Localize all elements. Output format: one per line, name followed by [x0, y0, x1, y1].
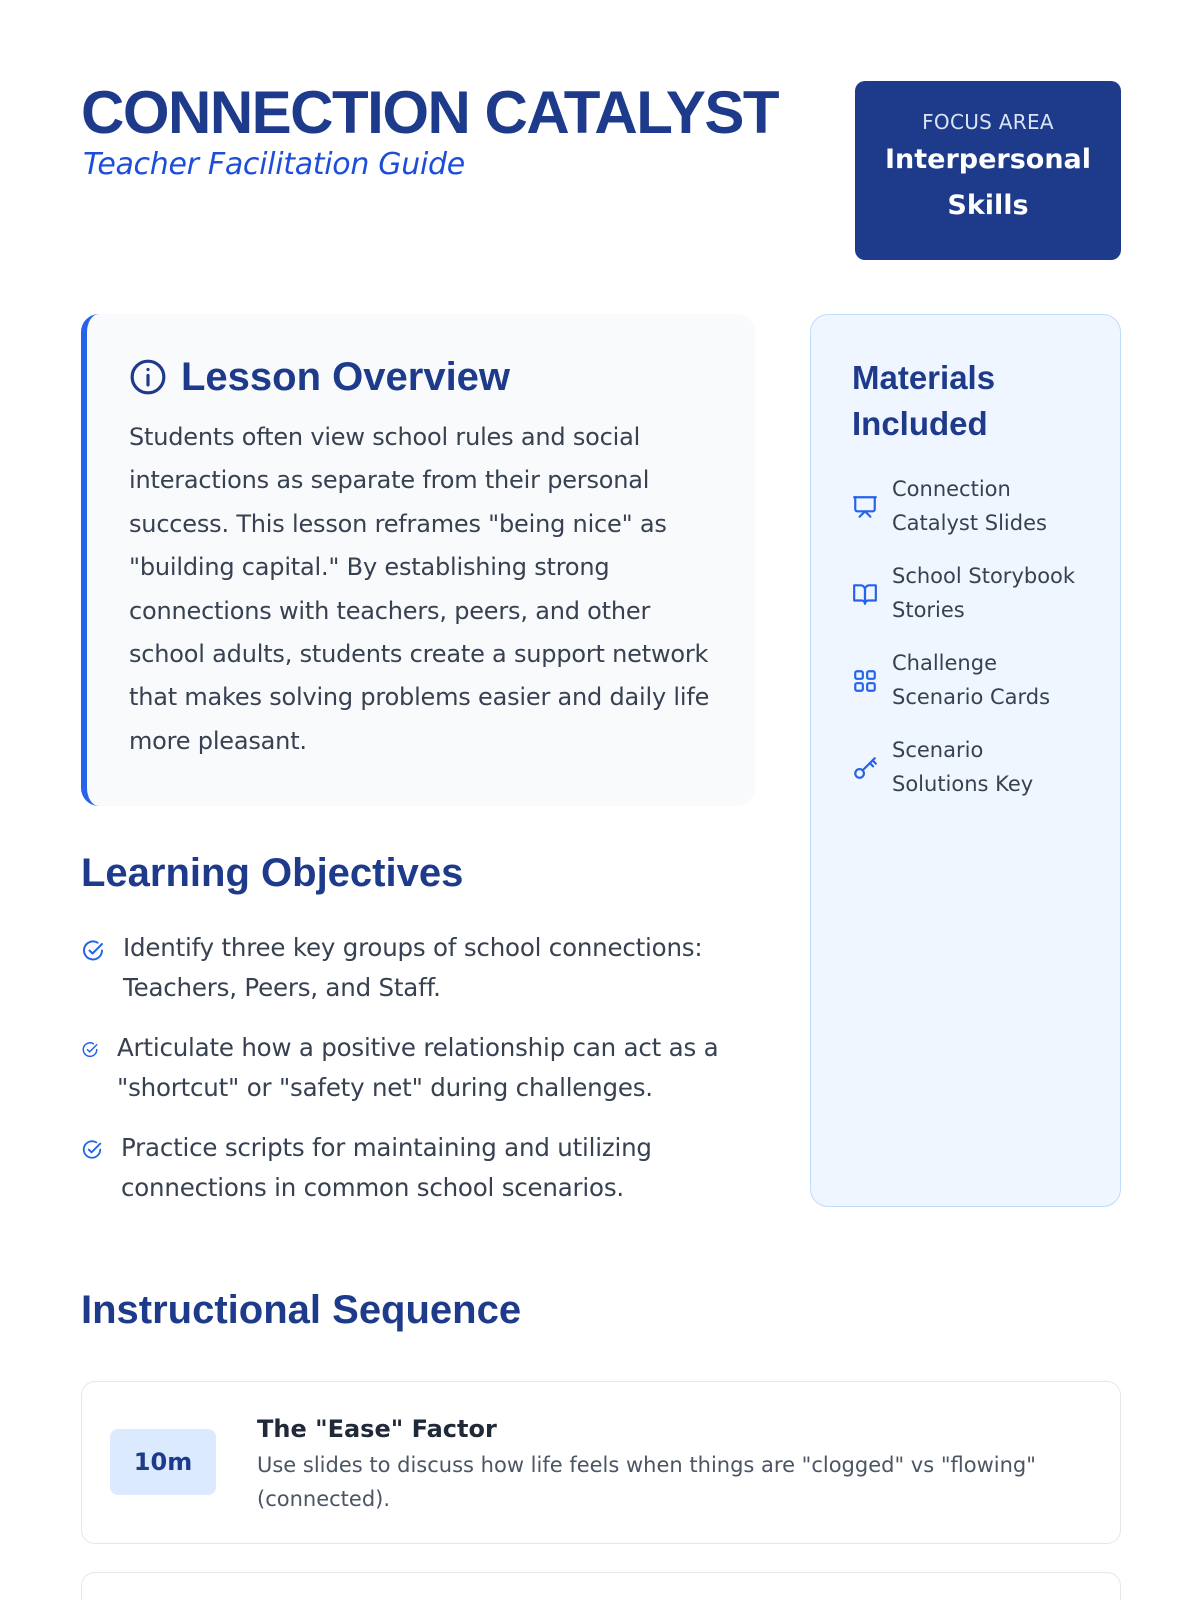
lesson-overview-heading: Lesson Overview: [181, 355, 511, 399]
objective-item: [81, 1128, 761, 1208]
instructional-sequence-heading: Instructional Sequence: [81, 1288, 522, 1332]
lesson-overview-card: [81, 314, 755, 806]
material-label-line1: Connection: [892, 477, 1011, 501]
material-label-line2: Stories: [892, 597, 965, 622]
learning-objectives-heading: Learning Objectives: [81, 851, 464, 895]
material-label-line1: Scenario: [892, 738, 984, 762]
key-icon: [852, 755, 878, 781]
materials-heading-line2: Included: [852, 405, 988, 442]
objective-item: [81, 1028, 761, 1108]
material-item-cards: [852, 647, 1100, 714]
material-label-line2: Scenario Cards: [892, 684, 1051, 709]
lesson-overview-header: [129, 352, 715, 402]
objectives-list: [81, 928, 761, 1208]
material-item-key: [852, 734, 1100, 801]
focus-area-value-line1: Interpersonal: [884, 144, 1092, 175]
step-description: Use slides to discuss how life feels when things are "clogged" vs "flowing" (connected).: [257, 1453, 1036, 1511]
book-open-icon: [852, 581, 878, 607]
instructional-sequence-section: [81, 1285, 1121, 1511]
material-label-line1: School Storybook: [892, 564, 1076, 588]
focus-area-value-line2: Skills: [947, 190, 1029, 221]
step-title: The "Ease" Factor: [257, 1415, 497, 1443]
focus-area-badge: [855, 81, 1121, 260]
page-header: [81, 80, 1121, 260]
material-label: [892, 734, 1033, 801]
focus-area-label: FOCUS AREA: [922, 110, 1054, 134]
check-circle-icon: [81, 1041, 99, 1059]
check-circle-icon: [81, 939, 105, 963]
objective-text: Practice scripts for maintaining and utilizing connections in common school scenarios.: [121, 1133, 652, 1202]
material-label-line1: Challenge: [892, 651, 997, 675]
materials-heading: [852, 355, 1100, 447]
objective-text: Articulate how a positive relationship can act as a "shortcut" or "safety net" during challenges.: [117, 1033, 719, 1102]
materials-heading-line1: Materials: [852, 359, 996, 396]
material-item-storybook: [852, 560, 1100, 627]
page-title: CONNECTION CATALYST: [81, 79, 779, 146]
step-duration-badge: 10m: [110, 1429, 216, 1495]
material-label-line2: Catalyst Slides: [892, 510, 1047, 535]
lesson-overview-text: Students often view school rules and social interactions as separate from their personal success. This lesson reframes "being nice" as "building capital." By establishing strong connections with teachers, peers, and other school adults, students create a support network that makes solving problems easier and daily life more pleasant.: [129, 423, 710, 755]
material-label: [892, 560, 1075, 627]
check-circle-icon: [81, 1139, 103, 1161]
materials-panel: [810, 314, 1121, 1207]
objective-item: [81, 928, 761, 1008]
sequence-step-card: [81, 1381, 1121, 1544]
sequence-step-card: [81, 1572, 1121, 1600]
page-subtitle: Teacher Facilitation Guide: [83, 147, 465, 182]
material-label-line2: Solutions Key: [892, 771, 1034, 796]
learning-objectives-section: [81, 848, 761, 1228]
material-item-slides: [852, 473, 1100, 540]
objective-text: Identify three key groups of school connections: Teachers, Peers, and Staff.: [123, 933, 703, 1002]
materials-list: [852, 473, 1100, 801]
material-label: [892, 647, 1050, 714]
focus-area-value: [855, 137, 1121, 229]
info-circle-icon: [129, 358, 167, 396]
grid-icon: [852, 668, 878, 694]
presentation-icon: [852, 494, 878, 520]
material-label: [892, 473, 1047, 540]
